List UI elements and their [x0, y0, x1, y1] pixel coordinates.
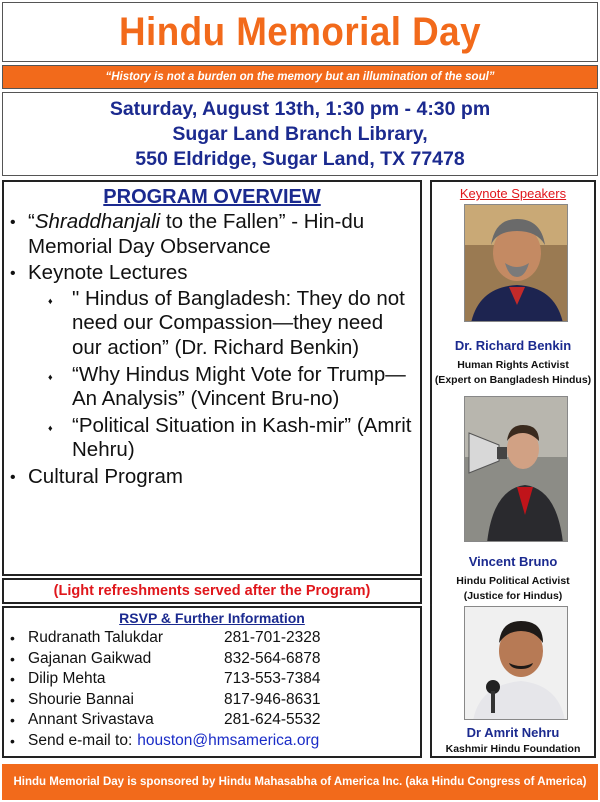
event-venue: Sugar Land Branch Library,: [172, 123, 428, 145]
program-overview-box: [2, 180, 422, 576]
speaker-photo-benkin: [464, 204, 568, 322]
speaker-photo-nehru: [464, 606, 568, 720]
contact-phone[interactable]: 713-553-7384: [224, 670, 321, 687]
contact-name: • Shourie Bannai: [28, 690, 134, 708]
contact-phone[interactable]: 832-564-6878: [224, 649, 321, 667]
speaker-role: Hindu Political Activist: [456, 575, 570, 587]
rsvp-title: RSVP & Further Information: [119, 610, 305, 626]
contact-name: • Dilip Mehta: [28, 670, 106, 687]
contact-phone[interactable]: 281-624-5532: [224, 711, 321, 728]
contact-name: • Gajanan Gaikwad: [28, 649, 152, 667]
rsvp-box: [2, 606, 422, 758]
speaker-role: Human Rights Activist: [457, 359, 569, 371]
contact-phone[interactable]: 281-701-2328: [224, 629, 321, 646]
lecture-item: ♦ “Why Hindus Might Vote for Trump—An Analysis” (Vincent Bru-no): [72, 363, 416, 412]
lecture-item: ♦ “Political Situation in Kash-mir” (Amrit Nehru): [72, 414, 416, 463]
email-item: [28, 731, 420, 752]
title-box: [2, 2, 598, 62]
speaker-photo-bruno: [464, 396, 568, 542]
quote-banner: “History is not a burden on the memory but an illumination of the soul”: [2, 65, 598, 89]
speaker-name: Dr Amrit Nehru: [466, 725, 560, 740]
email-link[interactable]: houston@hmsamerica.org: [137, 731, 320, 749]
contact-list: [4, 628, 420, 751]
contact-phone[interactable]: 817-946-8631: [224, 690, 321, 708]
program-item-italic: Shraddhanjali: [34, 210, 161, 233]
contact-item: [28, 669, 420, 690]
speaker-name: Vincent Bruno: [468, 554, 558, 569]
contact-name: • Rudranath Talukdar: [28, 629, 163, 646]
page-title: Hindu Memorial Day: [118, 10, 482, 54]
lecture-item: ♦ " Hindus of Bangladesh: They do not need our Compassion—they need our action” (Dr. Richard Benkin): [72, 287, 416, 361]
speaker-role: Kashmir Hindu Foundation: [445, 743, 581, 755]
refreshments-note: (Light refreshments served after the Program): [2, 578, 422, 604]
contact-name: • Annant Srivastava: [28, 711, 154, 728]
speakers-title: Keynote Speakers: [459, 186, 567, 201]
program-title: PROGRAM OVERVIEW: [103, 186, 321, 208]
program-item-keynote: • Keynote Lectures ♦ " Hindus of Bangladesh: They do not need our Compassion—they need our action” (Dr. Richard Benkin) ♦ “Why Hindus Might Vote for Trump—An Analysis” (Vincent Bru-no) ♦ “Political Situation in Kash-mir” (Amrit Nehru): [28, 261, 416, 463]
contact-item: [28, 710, 420, 731]
event-datetime: Saturday, August 13th, 1:30 pm - 4:30 pm: [109, 98, 491, 120]
contact-item: [28, 690, 420, 711]
speaker-role: (Justice for Hindus): [463, 590, 563, 602]
event-info-box: [2, 92, 598, 176]
program-list: [4, 210, 420, 490]
contact-item: [28, 649, 420, 670]
speaker-name: Dr. Richard Benkin: [454, 338, 572, 353]
keynote-speakers-box: [430, 180, 596, 758]
program-item-cultural: • Cultural Program: [28, 465, 416, 490]
sponsor-footer: Hindu Memorial Day is sponsored by Hindu Mahasabha of America Inc. (aka Hindu Congress of America): [2, 764, 598, 800]
email-label: • Send e-mail to:: [28, 731, 133, 749]
event-address: 550 Eldridge, Sugar Land, TX 77478: [135, 148, 465, 170]
lecture-list: [28, 287, 416, 463]
contact-item: [28, 628, 420, 649]
program-item-observance: • “Shraddhanjali to the Fallen” - Hin-du Memorial Day Observance: [28, 210, 416, 259]
speaker-role: (Expert on Bangladesh Hindus): [434, 374, 592, 386]
